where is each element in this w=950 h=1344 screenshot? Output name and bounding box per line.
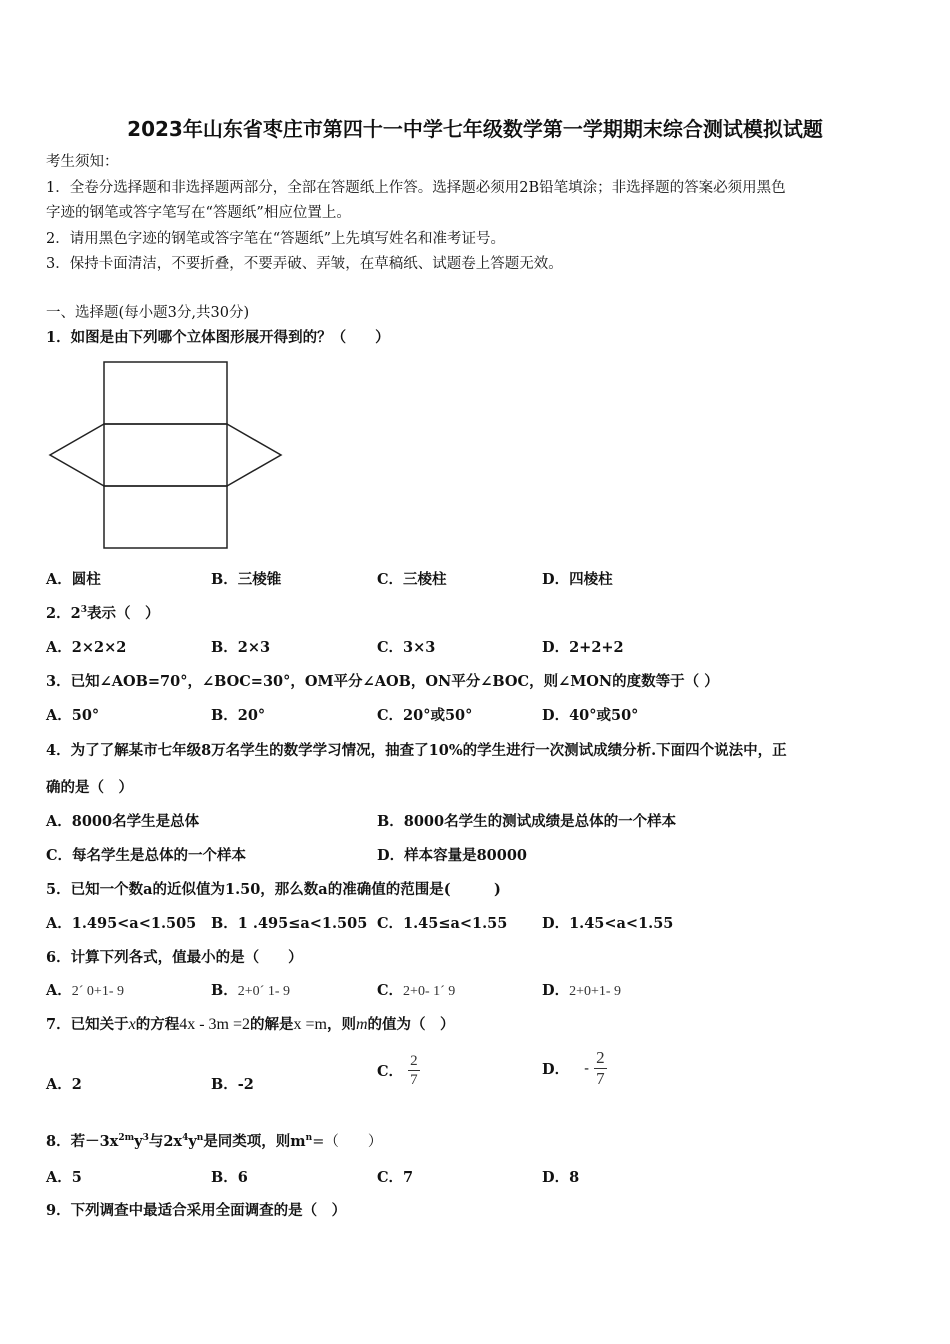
notice-line: 字迹的钢笔或答字笔写在“答题纸”相应位置上。 <box>46 205 351 221</box>
q6-expression: 2+0- 1´ 9 <box>403 984 456 999</box>
question-4-stem-line1: 4．为了了解某市七年级8万名学生的数学学习情况，抽查了10%的学生进行一次测试成绩分析.下面四个说法中，正 <box>46 742 787 759</box>
q7-option-a[interactable]: A．2 <box>46 1076 82 1093</box>
notice-line: 3．保持卡面清洁，不要折叠，不要弄破、弄皱，在草稿纸、试题卷上答题无效。 <box>46 256 563 272</box>
q2-option-d[interactable]: D．2+2+2 <box>542 639 624 656</box>
fraction-neg-two-sevenths: $\frac{2}{7}$ <box>596 1048 605 1088</box>
question-3-stem: 3．已知∠AOB=70°，∠BOC=30°，OM平分∠AOB，ON平分∠BOC，则∠MON的度数等于（ ） <box>46 673 719 690</box>
q8-option-b[interactable]: B．6 <box>211 1169 248 1186</box>
q5-option-c[interactable]: C．1.45≤a<1.55 <box>377 915 508 932</box>
section-heading: 一、选择题(每小题3分,共30分) <box>46 305 250 321</box>
q7-equation: 4x - 3m =2 <box>179 1016 250 1033</box>
q5-option-d[interactable]: D．1.45<a<1.55 <box>542 915 674 932</box>
q3-option-c[interactable]: C．20°或50° <box>377 707 473 724</box>
q4-option-d[interactable]: D．样本容量是80000 <box>377 847 528 864</box>
q7-solution: x =m <box>293 1016 327 1033</box>
q4-option-b[interactable]: B．8000名学生的测试成绩是总体的一个样本 <box>377 813 677 830</box>
notice-line: 1．全卷分选择题和非选择题两部分，全部在答题纸上作答。选择题必须用2B铅笔填涂；非选择题的答案必须用黑色 <box>46 180 786 196</box>
q7-option-b[interactable]: B．-2 <box>211 1076 254 1093</box>
net-triangle-right <box>227 424 281 486</box>
q1-option-a[interactable]: A．圆柱 <box>46 571 101 588</box>
net-rect-top <box>104 362 227 424</box>
q6-option-c[interactable]: C．2+0- 1´ 9 <box>377 982 456 999</box>
net-rect-bottom <box>104 486 227 548</box>
q1-option-b[interactable]: B．三棱锥 <box>211 571 282 588</box>
notice-heading: 考生须知： <box>46 154 119 170</box>
question-7-stem: 7．已知关于x的方程4x - 3m =2的解是x =m，则m的值为（ ） <box>46 1016 455 1033</box>
notice-line: 2．请用黑色字迹的钢笔或答字笔在“答题纸”上先填写姓名和准考证号。 <box>46 231 506 247</box>
fraction-two-sevenths: $\frac{2}{7}$ <box>410 1053 418 1088</box>
q3-option-d[interactable]: D．40°或50° <box>542 707 639 724</box>
question-6-stem: 6．计算下列各式，值最小的是（ ） <box>46 949 303 966</box>
q6-expression: 2+0+1- 9 <box>569 984 622 999</box>
q1-option-c[interactable]: C．三棱柱 <box>377 571 447 588</box>
prism-net-figure <box>46 358 286 553</box>
q4-option-a[interactable]: A．8000名学生是总体 <box>46 813 200 830</box>
q2-option-c[interactable]: C．3×3 <box>377 639 436 656</box>
question-5-stem: 5．已知一个数a的近似值为1.50，那么数a的准确值的范围是( ) <box>46 881 501 898</box>
question-4-stem-line2: 确的是（ ） <box>46 779 133 796</box>
question-8-stem: 8．若$-3x^{2m}y^3$与$2x^4y^n$是同类项，则$m^n=$（ ） <box>46 1133 383 1150</box>
q7-option-d[interactable]: D． - $\frac{2}{7}$ <box>542 1048 605 1088</box>
q2-option-b[interactable]: B．2×3 <box>211 639 271 656</box>
q4-option-c[interactable]: C．每名学生是总体的一个样本 <box>46 847 247 864</box>
q7-option-c[interactable]: C． $\frac{2}{7}$ <box>377 1053 418 1088</box>
q3-option-a[interactable]: A．50° <box>46 707 100 724</box>
question-2-stem: 2．$2^3$表示（ ） <box>46 605 160 622</box>
q6-option-d[interactable]: D．2+0+1- 9 <box>542 982 622 999</box>
q6-option-b[interactable]: B．2+0´ 1- 9 <box>211 982 290 999</box>
q5-option-a[interactable]: A．1.495<a<1.505 <box>46 915 197 932</box>
net-rect-middle <box>104 424 227 486</box>
question-9-stem: 9．下列调查中最适合采用全面调查的是（ ） <box>46 1202 347 1219</box>
question-1-stem: 1．如图是由下列哪个立体图形展开得到的？（ ） <box>46 329 390 346</box>
q8-option-c[interactable]: C．7 <box>377 1169 414 1186</box>
net-triangle-left <box>50 424 104 486</box>
q6-option-a[interactable]: A．2´ 0+1- 9 <box>46 982 124 999</box>
page-title: 2023年山东省枣庄市第四十一中学七年级数学第一学期期末综合测试模拟试题 <box>127 117 823 141</box>
q2-option-a[interactable]: A．2×2×2 <box>46 639 127 656</box>
q5-option-b[interactable]: B．1 .495≤a<1.505 <box>211 915 368 932</box>
q8-option-d[interactable]: D．8 <box>542 1169 580 1186</box>
q6-expression: 2´ 0+1- 9 <box>71 984 124 999</box>
q8-option-a[interactable]: A．5 <box>46 1169 82 1186</box>
q1-option-d[interactable]: D．四棱柱 <box>542 571 613 588</box>
q3-option-b[interactable]: B．20° <box>211 707 266 724</box>
q6-expression: 2+0´ 1- 9 <box>237 984 290 999</box>
